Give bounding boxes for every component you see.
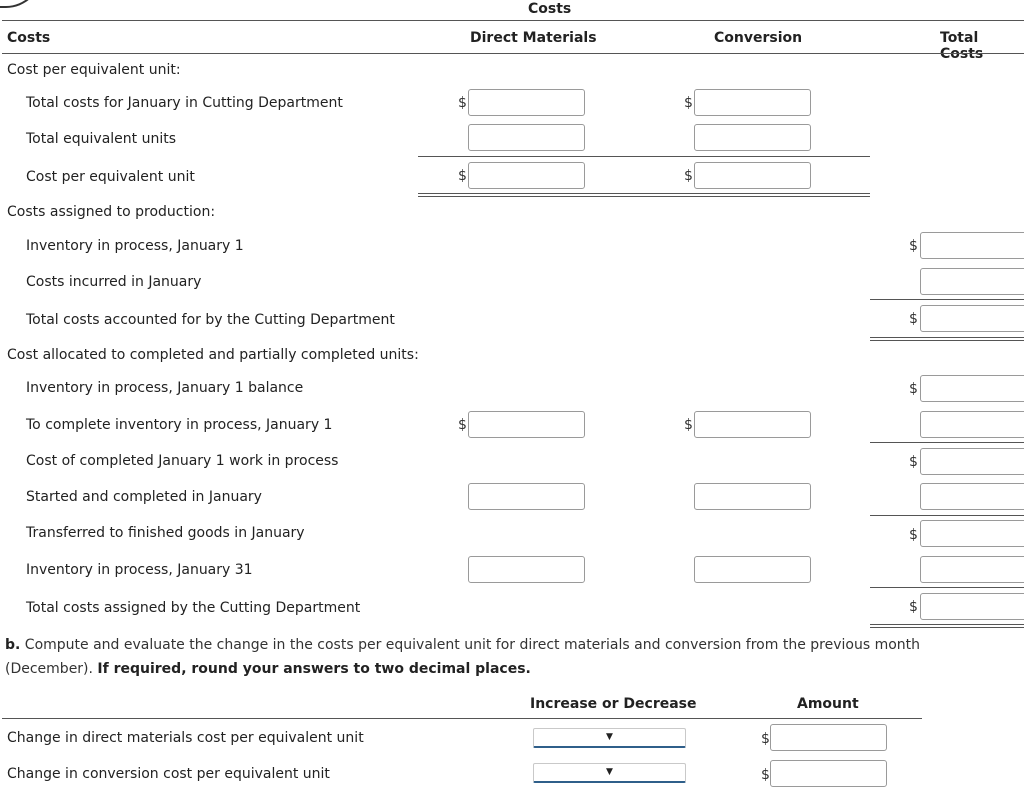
row-label-change-dm: Change in direct materials cost per equivalent unit	[7, 730, 364, 746]
conv-started-completed-input[interactable]	[694, 483, 811, 510]
dm-started-completed-input[interactable]	[468, 483, 585, 510]
total-completed-jan1-input[interactable]	[920, 448, 1024, 475]
row-label-started-completed: Started and completed in January	[26, 489, 262, 505]
row-label-inventory-jan1: Inventory in process, January 1	[26, 238, 244, 254]
total-inventory-jan1-dollar: $	[909, 238, 918, 254]
costs-group-header: Costs	[528, 1, 572, 17]
dm-equivalent-units-input[interactable]	[468, 124, 585, 151]
dm-total-costs-input[interactable]	[468, 89, 585, 116]
total-inventory-jan31-input[interactable]	[920, 556, 1024, 583]
row-label-to-complete-inventory: To complete inventory in process, January 1	[26, 417, 333, 433]
section-label-cost-allocated: Cost allocated to completed and partially completed units:	[7, 347, 419, 363]
direct-materials-column-header: Direct Materials	[470, 30, 597, 46]
section-label-costs-assigned: Costs assigned to production:	[7, 204, 216, 220]
change-dm-amount-input[interactable]	[770, 724, 887, 751]
conv-total-costs-input[interactable]	[694, 89, 811, 116]
eu-underline	[418, 156, 870, 157]
row-label-transferred-finished: Transferred to finished goods in January	[26, 525, 305, 541]
costs-incurred-underline	[870, 299, 1024, 300]
inventory-jan31-underline	[870, 587, 1024, 588]
part-b-header-rule	[2, 718, 922, 719]
row-label-total-costs-assigned: Total costs assigned by the Cutting Department	[26, 600, 361, 616]
part-b-instructions	[5, 633, 1005, 681]
to-complete-underline	[870, 442, 1024, 443]
total-assigned-input[interactable]	[920, 593, 1024, 620]
total-transferred-dollar: $	[909, 527, 918, 543]
conv-cost-per-eu-dollar: $	[684, 168, 693, 184]
row-label-cost-completed-jan1: Cost of completed January 1 work in process	[26, 453, 339, 469]
total-costs-incurred-input[interactable]	[920, 268, 1024, 295]
total-costs-column-header: Total Costs	[940, 30, 984, 62]
row-label-inventory-jan31: Inventory in process, January 31	[26, 562, 253, 578]
change-conversion-dollar: $	[761, 767, 770, 783]
dm-cost-per-eu-input[interactable]	[468, 162, 585, 189]
total-accounted-dollar: $	[909, 311, 918, 327]
row-label-change-conversion: Change in conversion cost per equivalent unit	[7, 766, 330, 782]
conv-to-complete-dollar: $	[684, 417, 693, 433]
total-completed-jan1-dollar: $	[909, 454, 918, 470]
conv-cost-per-eu-input[interactable]	[694, 162, 811, 189]
row-label-total-equivalent-units: Total equivalent units	[26, 131, 177, 147]
row-label-total-costs-accounted: Total costs accounted for by the Cutting Department	[26, 312, 395, 328]
total-accounted-double-rule	[870, 337, 1024, 341]
chevron-down-icon: ▼	[606, 732, 613, 742]
total-jan1-balance-input[interactable]	[920, 375, 1024, 402]
change-conversion-amount-input[interactable]	[770, 760, 887, 787]
total-accounted-input[interactable]	[920, 305, 1024, 332]
change-conversion-dropdown[interactable]	[533, 763, 686, 783]
row-label-inventory-jan1-balance: Inventory in process, January 1 balance	[26, 380, 304, 396]
dm-to-complete-dollar: $	[458, 417, 467, 433]
chevron-down-icon: ▼	[606, 767, 613, 777]
section-label-cost-per-eu: Cost per equivalent unit:	[7, 62, 181, 78]
row-label-cost-per-equivalent-unit: Cost per equivalent unit	[26, 169, 195, 185]
increase-decrease-column-header: Increase or Decrease	[530, 696, 697, 712]
conversion-column-header: Conversion	[714, 30, 803, 46]
change-dm-dropdown[interactable]	[533, 728, 686, 748]
row-label-total-costs-january: Total costs for January in Cutting Department	[26, 95, 343, 111]
cost-per-eu-double-rule	[418, 193, 870, 197]
dm-to-complete-input[interactable]	[468, 411, 585, 438]
total-assigned-double-rule	[870, 624, 1024, 628]
row-label-costs-incurred: Costs incurred in January	[26, 274, 202, 290]
total-to-complete-input[interactable]	[920, 411, 1024, 438]
amount-column-header: Amount	[797, 696, 859, 712]
total-assigned-dollar: $	[909, 599, 918, 615]
dm-inventory-jan31-input[interactable]	[468, 556, 585, 583]
costs-column-header: Costs	[7, 30, 51, 46]
conv-to-complete-input[interactable]	[694, 411, 811, 438]
header-bottom-rule	[2, 53, 1024, 54]
part-b-bold-note: If required, round your answers to two decimal places.	[97, 661, 531, 677]
header-top-rule	[2, 20, 1024, 21]
total-inventory-jan1-input[interactable]	[920, 232, 1024, 259]
corner-arc-decoration	[0, 0, 42, 8]
conv-total-costs-dollar: $	[684, 95, 693, 111]
part-b-text: Compute and evaluate the change in the costs per equivalent unit for direct materials and conversion from the previous month (December).	[5, 637, 921, 677]
change-dm-dollar: $	[761, 731, 770, 747]
started-completed-underline	[870, 515, 1024, 516]
dm-total-costs-dollar: $	[458, 95, 467, 111]
conv-inventory-jan31-input[interactable]	[694, 556, 811, 583]
total-started-completed-input[interactable]	[920, 483, 1024, 510]
total-jan1-balance-dollar: $	[909, 381, 918, 397]
total-transferred-input[interactable]	[920, 520, 1024, 547]
dm-cost-per-eu-dollar: $	[458, 168, 467, 184]
conv-equivalent-units-input[interactable]	[694, 124, 811, 151]
part-b-letter: b.	[5, 637, 21, 653]
